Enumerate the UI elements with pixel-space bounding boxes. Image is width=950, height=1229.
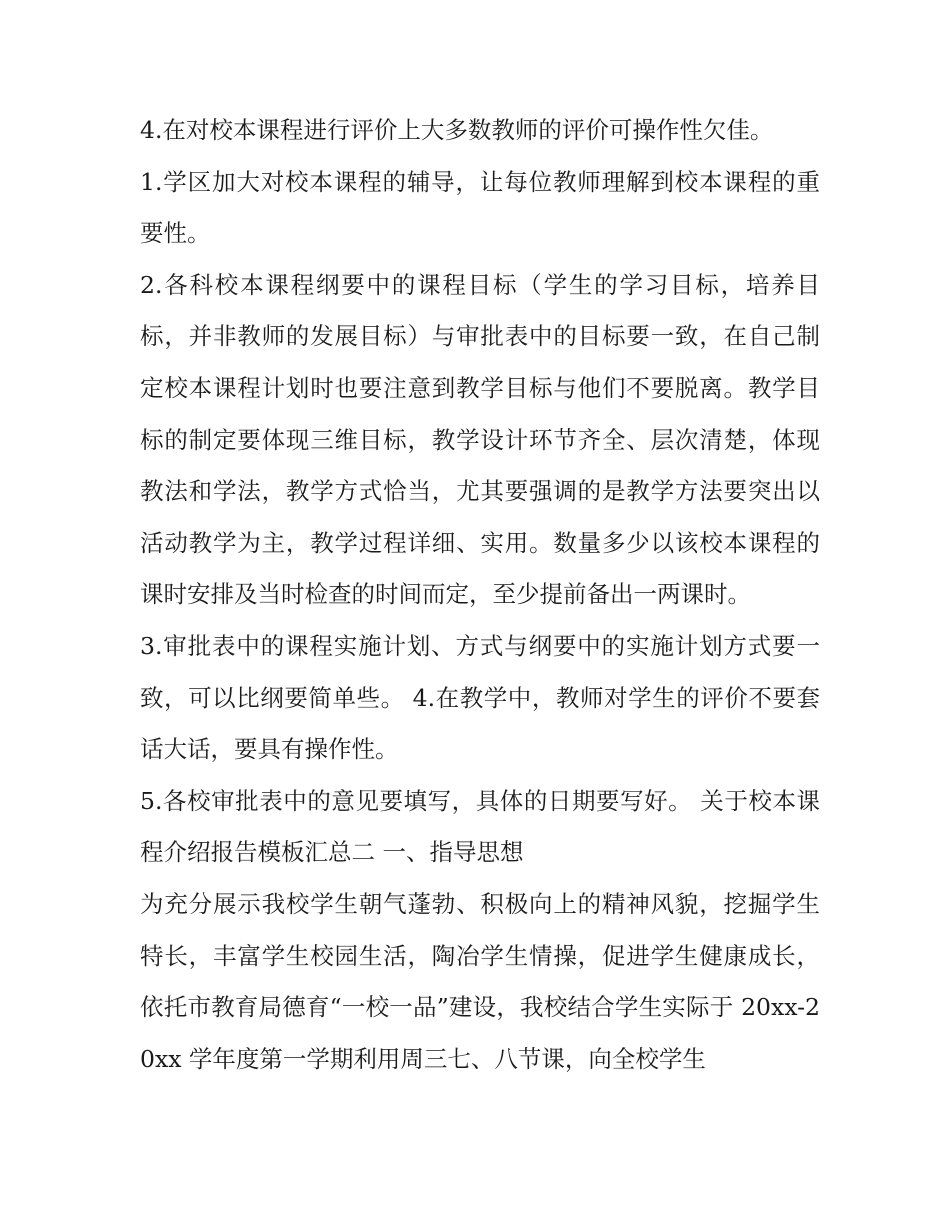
paragraph-4: 3.审批表中的课程实施计划、方式与纲要中的实施计划方式要一致，可以比纲要简单些。 4.在教学中，教师对学生的评价不要套话大话，要具有操作性。 [140, 631, 820, 764]
paragraph-6: 为充分展示我校学生朝气蓬勃、积极向上的精神风貌，挖掘学生特长，丰富学生校园生活，陶冶学生情操，促进学生健康成长，依托市教育局德育“一校一品”建设，我校结合学生实际于 20xx-20xx 学年度第一学期利用周三七、八节课，向全校学生 [140, 889, 820, 1073]
paragraph-5: 5.各校审批表中的意见要填写，具体的日期要写好。 关于校本课程介绍报告模板汇总二 一、指导思想 [140, 786, 820, 867]
document-body [140, 105, 820, 1085]
paragraph-2: 1.学区加大对校本课程的辅导，让每位教师理解到校本课程的重要性。 [140, 167, 820, 248]
paragraph-3: 2.各科校本课程纲要中的课程目标（学生的学习目标，培养目标，并非教师的发展目标）与审批表中的目标要一致，在自己制定校本课程计划时也要注意到教学目标与他们不要脱离。教学目标的制定要体现三维目标，教学设计环节齐全、层次清楚，体现教法和学法，教学方式恰当，尤其要强调的是教学方法要突出以活动教学为主，教学过程详细、实用。数量多少以该校本课程的课时安排及当时检查的时间而定，至少提前备出一两课时。 [140, 270, 820, 609]
paragraph-1: 4.在对校本课程进行评价上大多数教师的评价可操作性欠佳。 [140, 116, 774, 144]
